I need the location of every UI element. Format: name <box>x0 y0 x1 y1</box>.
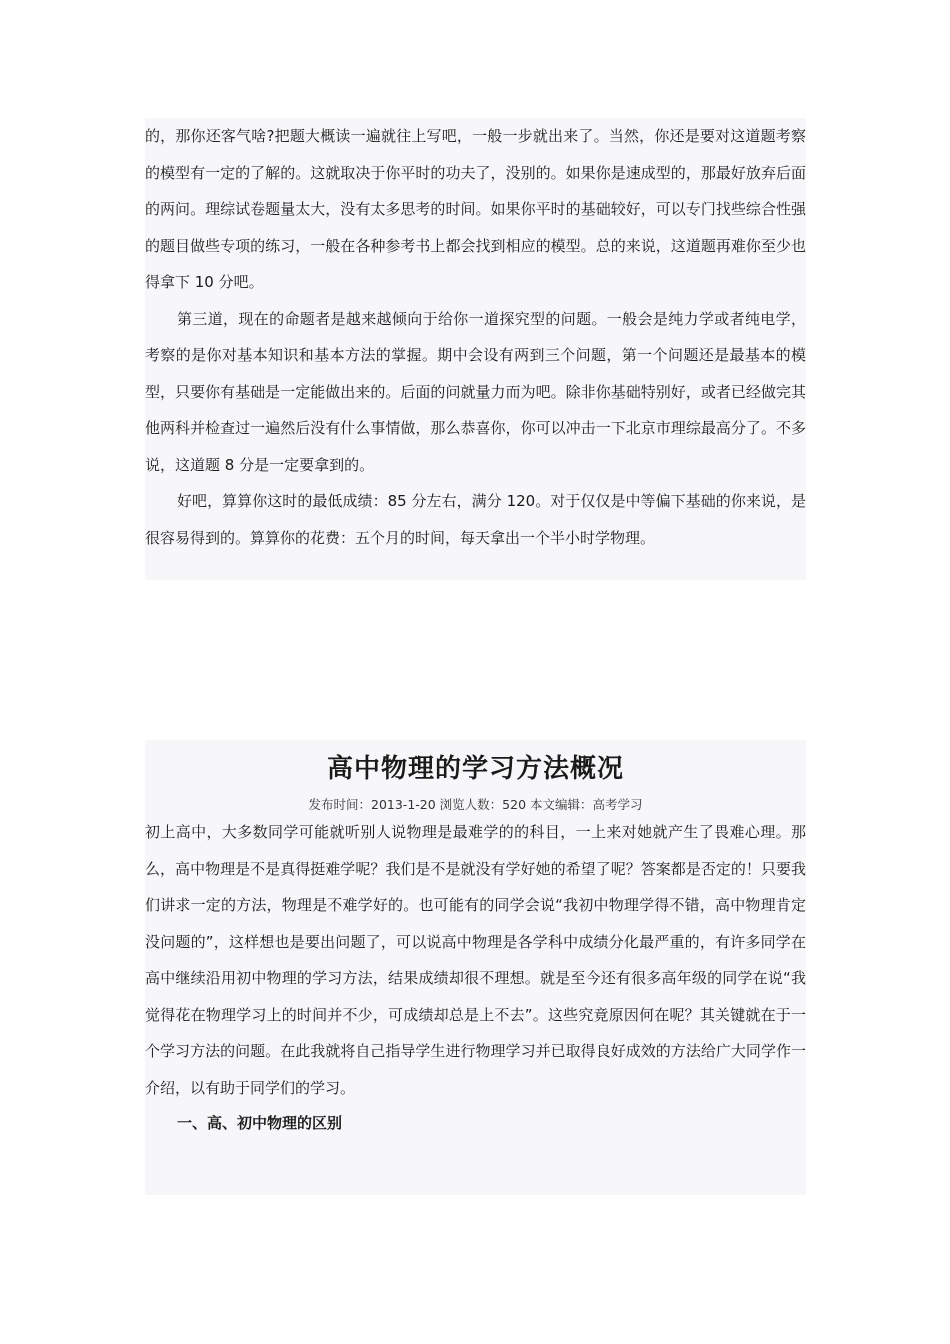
section-heading: 一、高、初中物理的区别 <box>177 1114 343 1132</box>
paragraph: 好吧，算算你这时的最低成绩：85 分左右，满分 120。对于仅仅是中等偏下基础的你来说，是很容易得到的。算算你的花费：五个月的时间，每天拿出一个半小时学物理。 <box>145 492 806 547</box>
text-section-exam-advice <box>145 118 806 580</box>
article-intro: 初上高中，大多数同学可能就听别人说物理是最难学的的科目，一上来对她就产生了畏难心理。那么，高中物理是不是真得挺难学呢？我们是不是就没有学好她的希望了呢？答案都是否定的！只要我们讲求一定的方法，物理是不难学好的。也可能有的同学会说“我初中物理学得不错，高中物理肯定没问题的”，这样想也是要出问题了，可以说高中物理是各学科中成绩分化最严重的，有许多同学在高中继续沿用初中物理的学习方法，结果成绩却很不理想。就是至今还有很多高年级的同学在说“我觉得花在物理学习上的时间并不少，可成绩却总是上不去”。这些究竟原因何在呢？其关键就在于一个学习方法的问题。在此我就将自己指导学生进行物理学习并已取得良好成效的方法给广大同学作一介绍，以有助于同学们的学习。 <box>145 823 806 1097</box>
article-section <box>145 740 806 1195</box>
article-title: 高中物理的学习方法概况 <box>326 754 624 784</box>
article-meta: 发布时间：2013-1-20 浏览人数：520 本文编辑：高考学习 <box>308 797 643 812</box>
paragraph: 的，那你还客气啥?把题大概读一遍就往上写吧，一般一步就出来了。当然，你还是要对这道题考察的模型有一定的了解的。这就取决于你平时的功夫了，没别的。如果你是速成型的，那最好放弃后面的两问。理综试卷题量太大，没有太多思考的时间。如果你平时的基础较好，可以专门找些综合性强的题目做些专项的练习，一般在各种参考书上都会找到相应的模型。总的来说，这道题再难你至少也得拿下 10 分吧。 <box>145 127 806 291</box>
paragraph: 第三道，现在的命题者是越来越倾向于给你一道探究型的问题。一般会是纯力学或者纯电学，考察的是你对基本知识和基本方法的掌握。期中会设有两到三个问题，第一个问题还是最基本的模型，只要你有基础是一定能做出来的。后面的问就量力而为吧。除非你基础特别好，或者已经做完其他两科并检查过一遍然后没有什么事情做，那么恭喜你，你可以冲击一下北京市理综最高分了。不多说，这道题 8 分是一定要拿到的。 <box>145 309 806 474</box>
